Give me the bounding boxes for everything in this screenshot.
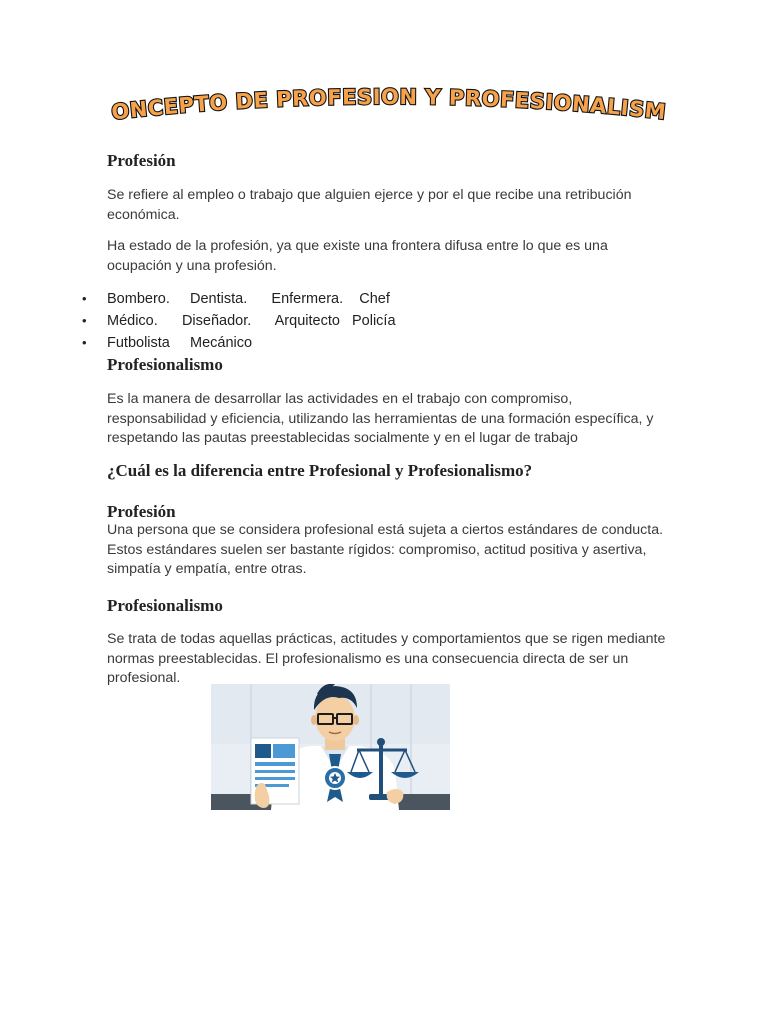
professional-illustration: [211, 684, 450, 810]
paragraph-profesion-note: Ha estado de la profesión, ya que existe una frontera difusa entre lo que es una ocupación y una profesión.: [107, 238, 608, 274]
heading-profesionalismo: Profesionalismo: [107, 355, 223, 374]
list-item: • Bombero. Dentista. Enfermera. Chef: [82, 288, 396, 310]
professions-list: [82, 288, 396, 354]
paragraph-profesionalismo-practices: Se trata de todas aquellas prácticas, actitudes y comportamientos que se rigen mediante normas preestablecidas. El profesionalismo es una consecuencia directa de ser un profesional.: [107, 631, 666, 686]
heading-profesion-2: Profesión: [107, 502, 176, 521]
paragraph-profesion-definition: Se refiere al empleo o trabajo que alguien ejerce y por el que recibe una retribución económica.: [107, 187, 632, 223]
heading-diferencia: ¿Cuál es la diferencia entre Profesional y Profesionalismo?: [107, 461, 533, 480]
paragraph-profesionalismo-definition: Es la manera de desarrollar las actividades en el trabajo con compromiso, responsabilidad y eficiencia, utilizando las herramientas de una formación específica, y respetando las pautas preestablecidas socialmente y en el lugar de trabajo: [107, 391, 654, 446]
list-item: • Futbolista Mecánico: [82, 332, 396, 354]
heading-profesionalismo-2: Profesionalismo: [107, 596, 223, 615]
document-title: [90, 63, 680, 134]
list-item: • Médico. Diseñador. Arquitecto Policía: [82, 310, 396, 332]
heading-profesion: Profesión: [107, 151, 176, 170]
paragraph-profesional-standards: Una persona que se considera profesional está sujeta a ciertos estándares de conducta. Estos estándares suelen ser bastante rígidos: compromiso, actitud positiva y asertiva, simpatía y empatía, entre otras.: [107, 522, 664, 577]
document-title-text: CONCEPTO DE PROFESION Y PROFESIONALISMO: [90, 63, 668, 125]
